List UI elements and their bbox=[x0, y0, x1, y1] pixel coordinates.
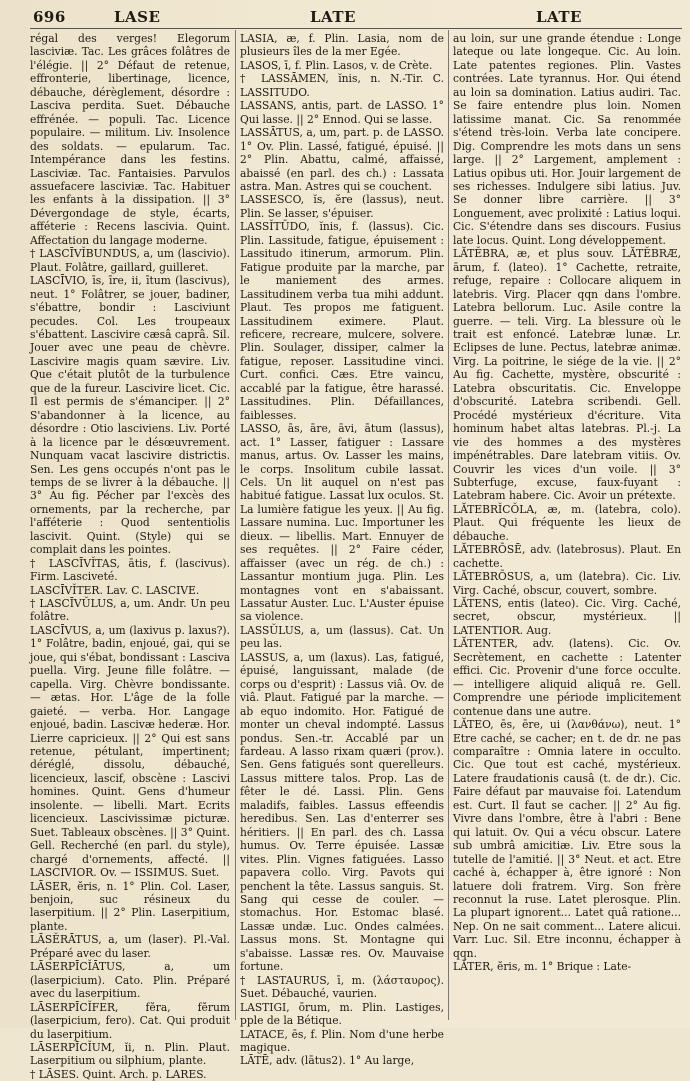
entry: LASIA, æ, f. Plin. Lasia, nom de plusieurs îles de la mer Egée. bbox=[240, 32, 444, 59]
column-separator bbox=[448, 30, 449, 1020]
entry: LĀSERPĪCĬFER, fĕra, fĕrum (laserpicium, fero). Cat. Qui produit du laserpitium. bbox=[30, 1000, 230, 1041]
entry: LĂTEBRĬCŎLA, æ, m. (latebra, colo). Plaut. Qui fréquente les lieux de débauche. bbox=[453, 502, 681, 543]
entry: LASSO, ās, āre, āvi, ātum (lassus), act. 1° Lasser, fatiguer : Lassare manus, artus. Ov. Lasser les mains, le corps. Insolitum cubile lassat. Cels. Un lit auquel on n'est pas habitué fatigue. Lassat lux oculos. St. La lumière fatigue les yeux. || Au fig. Lassare numina. Luc. Importuner les dieux. — libellis. Mart. Ennuyer de ses requêtes. || 2° Faire céder, affaisser (avec un rég. de ch.) : Lassantur montium juga. Plin. Les montagnes vont en s'abaissant. Lassatur Auster. Luc. L'Auster épuise sa violence. bbox=[240, 422, 444, 624]
entry: LASTIGI, ōrum, m. Plin. Lastiges, pple de la Bétique. bbox=[240, 1000, 444, 1028]
entry: † LĀSES. Quint. Arch. p. LARES. bbox=[30, 1067, 207, 1081]
entry: LĂTEO, ēs, ēre, ui (λανθάνω), neut. 1° Etre caché, se cacher; en t. de dr. ne pas comparaître : Omnia latere in occulto. Cic. Que tout est caché, mystérieux. Latere fraudationis causâ (t. de dr.). Cic. Faire défaut par mauvaise foi. Latendum est. Curt. Il faut se cacher. || 2° Au fig. Vivre dans l'ombre, être à l'abri : Bene qui latuit. Ov. Qui a vécu obscur. Latere sub umbrâ amicitiæ. Liv. Etre sous la tutelle de l'amitié. || 3° Neut. et act. Etre caché à, échapper à, être ignoré : Non latuere doli fratrem. Virg. Son frère reconnut la ruse. Latet plerosque. Plin. La plupart ignorent... Latet quâ ratione... Nep. On ne sait comment... Latere alicui. Varr. Luc. Sil. Etre inconnu, échapper à qqn. bbox=[453, 718, 681, 960]
entry: LASOS, ī, f. Plin. Lasos, v. de Crète. bbox=[240, 58, 433, 72]
entry: † LASSĀMEN, ĭnis, n. N.-Tir. C. LASSITUDO. bbox=[240, 72, 444, 99]
header-rule bbox=[30, 28, 682, 29]
dictionary-column-1 bbox=[30, 32, 230, 1081]
entry: LĂTENS, entis (lateo). Cic. Virg. Caché, secret, obscur, mystérieux. || LATENTIOR. Aug. bbox=[453, 597, 681, 637]
entry: LĂTĔBRA, æ, et plus souv. LĂTĔBRÆ, ārum, f. (lateo). 1° Cachette, retraite, refuge, repaire : Collocare aliquem in latebris. Virg. Placer qqn dans l'ombre. Latebra bellorum. Luc. Asile contre la guerre. — teli. Virg. La blessure où le trait est enfoncé. Latebræ lunæ. Lr. Eclipses de lune. Pectus, latebræ animæ. Virg. La poitrine, le siége de la vie. || 2° Au fig. Cachette, mystère, obscurité : Latebra obscuritatis. Cic. Enveloppe d'obscurité. Latebra scribendi. Gell. Procédé mystérieux d'écriture. Vita hominum habet altas latebras. Pl.-j. La vie des hommes a des mystères impénétrables. Dare latebram vitiis. Ov. Couvrir les vices d'un voile. || 3° Subterfuge, excuse, faux-fuyant : Latebram habere. Cic. Avoir un prétexte. bbox=[453, 247, 681, 503]
entry: LASSŬLUS, a, um (lassus). Cat. Un peu las. bbox=[240, 623, 444, 651]
entry: LĀSERPĪCĬĀTUS, a, um (laserpicium). Cato. Plin. Préparé avec du laserpitium. bbox=[30, 960, 230, 1001]
entry: LASSĬTŪDO, ĭnis, f. (lassus). Cic. Plin. Lassitude, fatigue, épuisement : Lassitudo itinerum, armorum. Plin. Fatigue produite par la marche, par le maniement des armes. Lassitudinem verba tua mihi addunt. Plaut. Tes propos me fatiguent. Lassitudinem eximere. Plaut. reficere, recreare, mulcere, solvere. Plin. Soulager, dissiper, calmer la fatigue, reposer. Lassitudine vinci. Curt. confici. Cæs. Etre vaincu, accablé par la fatigue, être harassé. Lassitudines. Plin. Défaillances, faiblesses. bbox=[240, 220, 444, 422]
column-separator bbox=[235, 30, 236, 1020]
entry: LĂTEBRŌSUS, a, um (latebra). Cic. Liv. Virg. Caché, obscur, couvert, sombre. bbox=[453, 570, 681, 597]
entry: LASCĪVIO, īs, īre, ii, ītum (lascivus), neut. 1° Folâtrer, se jouer, badiner, s'ébattre, bondir : Lasciviunt pecudes. Col. Les troupeaux s'ébattent. Lascivire cæsâ caprâ. Sil. Jouer avec une peau de chèvre. Lascivire magis quam sævire. Liv. Que c'était plutôt de la turbulence que de la fureur. Lascivire licet. Cic. Il est permis de s'émanciper. || 2° S'abandonner à la licence, au désordre : Otio lasciviens. Liv. Porté à la licence par le désœuvrement. Nunquam vacat lascivire districtis. Sen. Les gens occupés n'ont pas le temps de se livrer à la débauche. || 3° Au fig. Pécher par l'excès des ornements, par la recherche, par l'afféterie : Quod sententiolis lascivit. Quint. (Style) qui se complait dans les pointes. bbox=[30, 274, 230, 557]
entry: LASSESCO, ĭs, ĕre (lassus), neut. Plin. Se lasser, s'épuiser. bbox=[240, 193, 444, 220]
entry: LASSANS, antis, part. de LASSO. 1° Qui lasse. || 2° Ennod. Qui se lasse. bbox=[240, 99, 444, 126]
entry: LASSUS, a, um (laxus). Las, fatigué, épuisé, languissant, malade (de corps ou d'esprit) : Lassus viâ. Ov. de viâ. Plaut. Fatigué par la marche. — ab equo indomito. Hor. Fatigué de monter un cheval indompté. Lassus pondus. Sen.-tr. Accablé par un fardeau. A lasso rixam quæri (prov.). Sen. Gens fatigués sont querelleurs. Lassus mittere talos. Prop. Las de fêter le dé. Lassi. Plin. Gens maladifs, faibles. Lassus effeendis heredibus. Sen. Las d'enterrer ses héritiers. || En parl. des ch. Lassa humus. Ov. Terre épuisée. Lassæ vites. Plin. Vignes fatiguées. Lasso papavera collo. Virg. Pavots qui penchent la tête. Lassus sanguis. St. Sang qui cesse de couler. — stomachus. Hor. Estomac blasé. Lassæ undæ. Luc. Ondes calmées. Lassus mons. St. Montagne qui s'abaisse. Lassæ res. Ov. Mauvaise fortune. bbox=[240, 650, 444, 974]
entry: LATACE, ēs, f. Plin. Nom d'une herbe magique. bbox=[240, 1027, 444, 1054]
entry: † LASCĪVŬLUS, a, um. Andr. Un peu folâtre. bbox=[30, 597, 230, 624]
entry: LĂTER, ĕris, m. 1° Brique : Late- bbox=[453, 960, 632, 974]
entry: LĂTEBRŌSĒ, adv. (latebrosus). Plaut. En cachette. bbox=[453, 543, 681, 570]
entry: LĀSER, ĕris, n. 1° Plin. Col. Laser, benjoin, suc résineux du laserpitium. || 2° Plin. Laserpitium, plante. bbox=[30, 879, 230, 933]
entry: au loin, sur une grande étendue : Longe lateque ou late longeque. Cic. Au loin. Late patentes regiones. Plin. Vastes contrées. Late tyrannus. Hor. Qui étend au loin sa domination. Latius audiri. Tac. Se faire entendre plus loin. Nomen latissime manat. Cic. Sa renommée s'étend très-loin. Verba late concipere. Dig. Comprendre les mots dans un sens large. || 2° Largement, amplement : Latius opibus uti. Hor. Jouir largement de ses richesses. Indulgere sibi latius. Juv. Se donner libre carrière. || 3° Longuement, avec prolixité : Latius loqui. Cic. S'étendre dans ses discours. Fusius late locus. Quint. Long développement. bbox=[453, 32, 681, 247]
entry: † LASCĪVĬBUNDUS, a, um (lascivio). Plaut. Folâtre, gaillard, guilleret. bbox=[30, 247, 230, 274]
running-head-center: LATE bbox=[310, 8, 356, 26]
entry: † LASTAURUS, ī, m. (λάσταυρος). Suet. Débauché, vaurien. bbox=[240, 973, 444, 1001]
entry: LĀSERPĪCĬUM, ĭi, n. Plin. Plaut. Laserpitium ou silphium, plante. bbox=[30, 1040, 230, 1068]
running-head-left: LASE bbox=[114, 8, 161, 26]
dictionary-column-2 bbox=[240, 32, 444, 1068]
dictionary-column-3 bbox=[453, 32, 681, 1022]
entry: LĂTENTER, adv. (latens). Cic. Ov. Secrètement, en cachette : Latenter effici. Cic. Provenir d'une force occulte. — intelligere aliquid aliquâ re. Gell. Comprendre une période implicitement contenue dans une autre. bbox=[453, 637, 681, 718]
entry: régal des verges! Elegorum lasciviæ. Tac. Les grâces folâtres de l'élégie. || 2° Défaut de retenue, effronterie, libertinage, licence, débauche, dérèglement, désordre : Lasciva perdita. Suet. Débauche effrénée. — populi. Tac. Licence populaire. — militum. Liv. Insolence des soldats. — epularum. Tac. Intempérance dans les festins. Lasciviæ. Tac. Fantaisies. Parvulos assuefacere lasciviæ. Tac. Habituer les enfants à la dissipation. || 3° Dévergondage de style, écarts, afféterie : Recens lascivia. Quint. Affectation du langage moderne. bbox=[30, 32, 230, 247]
entry: † LASCĪVĬTAS, ātis, f. (lascivus). Firm. Lasciveté. bbox=[30, 556, 230, 584]
entry: LASSĀTUS, a, um, part. p. de LASSO. 1° Ov. Plin. Lassé, fatigué, épuisé. || 2° Plin. Abattu, calmé, affaissé, abaissé (en parl. des ch.) : Lassata astra. Man. Astres qui se couchent. bbox=[240, 126, 444, 193]
entry: LĀTĒ, adv. (lātus2). 1° Au large, bbox=[240, 1054, 415, 1068]
entry: LĀSĔRĀTUS, a, um (laser). Pl.-Val. Préparé avec du laser. bbox=[30, 933, 230, 960]
page-number: 696 bbox=[33, 8, 66, 26]
entry: LASCĪVUS, a, um (laxivus p. laxus?). 1° Folâtre, badin, enjoué, gai, qui se joue, qui s'ébat, bondissant : Lasciva puella. Virg. Jeune fille folâtre. — capella. Virg. Chèvre bondissante. — ætas. Hor. L'âge de la folle gaieté. — verba. Hor. Langage enjoué, badin. Lascivæ hederæ. Hor. Lierre capricieux. || 2° Qui est sans retenue, pétulant, impertinent; déréglé, dissolu, débauché, licencieux, lascif, obscène : Lascivi homines. Quint. Gens d'humeur insolente. — libelli. Mart. Ecrits licencieux. Lascivissimæ picturæ. Suet. Tableaux obscènes. || 3° Quint. Gell. Recherché (en parl. du style), chargé d'ornements, affecté. || LASCIVIOR. Ov. — ISSIMUS. Suet. bbox=[30, 623, 230, 880]
entry: LASCĪVĬTER. Lav. C. LASCIVE. bbox=[30, 583, 200, 597]
running-head-right: LATE bbox=[536, 8, 582, 26]
